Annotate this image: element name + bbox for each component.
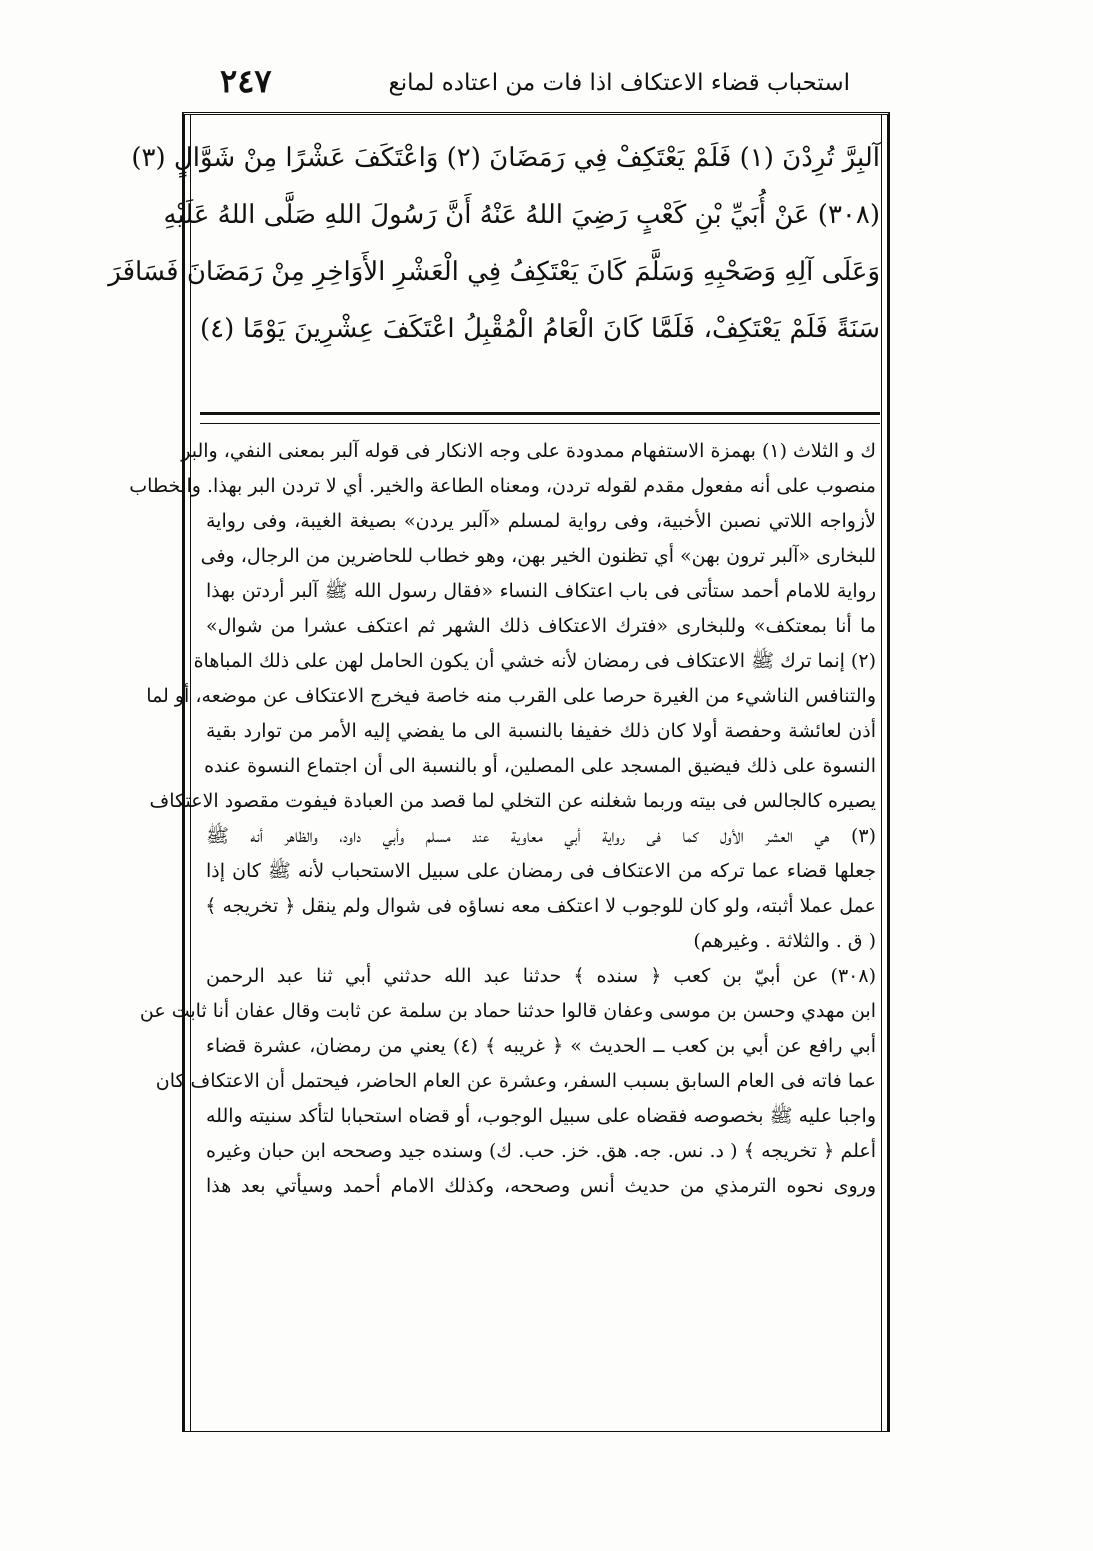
hadith-text — [108, 130, 880, 358]
page-number: ٢٤٧ — [220, 62, 272, 100]
commentary-line: (٢) إنما ترك ﷺ الاعتكاف فى رمضان لأنه خشي أن يكون الحامل لهن على ذلك المباهاة — [193, 650, 876, 672]
commentary-line: أذن لعائشة وحفصة أولا كان ذلك خفيفا بالنسبة الى ما يفضي إليه الأمر من توارد بقية — [206, 720, 876, 742]
commentary-line: أبي رافع عن أبي بن كعب ــ الحديث » ﴿ غريبه ﴾ (٤) يعني من رمضان، عشرة قضاء — [206, 1035, 876, 1057]
running-title: استحباب قضاء الاعتكاف اذا فات من اعتاده لمانع — [388, 70, 850, 96]
hadith-line: سَنَةً فَلَمْ يَعْتَكِفْ، فَلَمَّا كَانَ الْعَامُ الْمُقْبِلُ اعْتَكَفَ عِشْرِينَ يَوْمًا (٤) — [200, 314, 880, 344]
commentary-line: واجبا عليه ﷺ بخصوصه فقضاه على سبيل الوجوب، أو قضاه استحبابا لتأكد سنيته والله — [206, 1105, 876, 1127]
commentary-line: النسوة على ذلك فيضيق المسجد على المصلين، أو بالنسبة الى أن اجتماع النسوة عنده — [204, 755, 876, 777]
commentary-line: عمل عملا أثبته، ولو كان للوجوب لا اعتكف معه نساؤه فى شوال ولم ينقل ﴿ تخريجه ﴾ — [205, 895, 876, 917]
commentary-line: منصوب على أنه مفعول مقدم لقوله تردن، ومعناه الطاعة والخير. أي لا تردن البر بهذا. والخطاب — [129, 475, 876, 497]
commentary-line: (٣) هي العشر الأول كما فى رواية أبي معاوية عند مسلم وأبي داود، والظاهر أنه ﷺ — [206, 825, 876, 847]
commentary-line: (٣٠٨) عن أبيّ بن كعب ﴿ سنده ﴾ حدثنا عبد الله حدثني أبي ثنا عبد الرحمن — [206, 965, 876, 987]
commentary-line: جعلها قضاء عما تركه من الاعتكاف فى رمضان على سبيل الاستحباب لأنه ﷺ كان إذا — [206, 860, 876, 882]
section-divider — [200, 412, 880, 424]
commentary-line: يصيره كالجالس فى بيته وربما شغلنه عن التخلي لما قصد من العبادة فيفوت مقصود الاعتكاف — [149, 790, 876, 812]
commentary-line: ( ق . والثلاثة . وغيرهم) — [693, 930, 876, 952]
commentary-line: رواية للامام أحمد ستأتى فى باب اعتكاف النساء «فقال رسول الله ﷺ آلبر أردتن بهذا — [206, 580, 876, 602]
commentary-line: والتنافس الناشيء من الغيرة حرصا على القرب منه خاصة فيخرج الاعتكاف عن موضعه، أو لما — [146, 685, 876, 707]
commentary-line: عما فاته فى العام السابق بسبب السفر، وعشرة عن العام الحاضر، فيحتمل أن الاعتكاف كان — [155, 1070, 876, 1092]
hadith-line: (٣٠٨) عَنْ أُبَيِّ بْنِ كَعْبٍ رَضِيَ اللهُ عَنْهُ أَنَّ رَسُولَ اللهِ صَلَّى اللهُ عَلَيْهِ — [163, 200, 880, 230]
commentary-line: ابن مهدي وحسن بن موسى وعفان قالوا حدثنا حماد بن سلمة عن ثابت وقال عفان أنا ثابت عن — [139, 1000, 876, 1022]
commentary-line: للبخارى «آلبر ترون بهن» أي تظنون الخير بهن، وهو خطاب للحاضرين من الرجال، وفى — [200, 545, 876, 567]
commentary-text — [129, 434, 876, 1204]
frame-inner-rule-right — [881, 115, 882, 1431]
hadith-line: وَعَلَى آلِهِ وَصَحْبِهِ وَسَلَّمَ كَانَ يَعْتَكِفُ فِي الْعَشْرِ الأَوَاخِرِ مِنْ رَمَضَانَ فَسَافَرَ — [108, 257, 880, 287]
commentary-line: ك و الثلاث (١) بهمزة الاستفهام ممدودة على وجه الانكار فى قوله آلبر بمعنى النفي، والبر — [181, 440, 876, 462]
frame-inner-rule-left — [190, 115, 191, 1431]
commentary-line: وروى نحوه الترمذي من حديث أنس وصححه، وكذلك الامام أحمد وسيأتي بعد هذا — [206, 1175, 876, 1197]
hadith-line: آلبِرَّ تُرِدْنَ (١) فَلَمْ يَعْتَكِفْ فِي رَمَضَانَ (٢) وَاعْتَكَفَ عَشْرًا مِنْ شَوَّالٍ (٣) — [131, 143, 880, 173]
commentary-line: ما أنا بمعتكف» وللبخارى «فترك الاعتكاف ذلك الشهر ثم اعتكف عشرا من شوال» — [206, 615, 876, 637]
page-header — [200, 62, 850, 110]
commentary-line: أعلم ﴿ تخريجه ﴾ ( د. نس. جه. هق. خز. حب. ك) وسنده جيد وصححه ابن حبان وغيره — [206, 1140, 876, 1162]
commentary-line: لأزواجه اللاتي نصبن الأخبية، وفى رواية لمسلم «آلبر يردن» بصيغة الغيبة، وفى رواية — [206, 510, 876, 532]
